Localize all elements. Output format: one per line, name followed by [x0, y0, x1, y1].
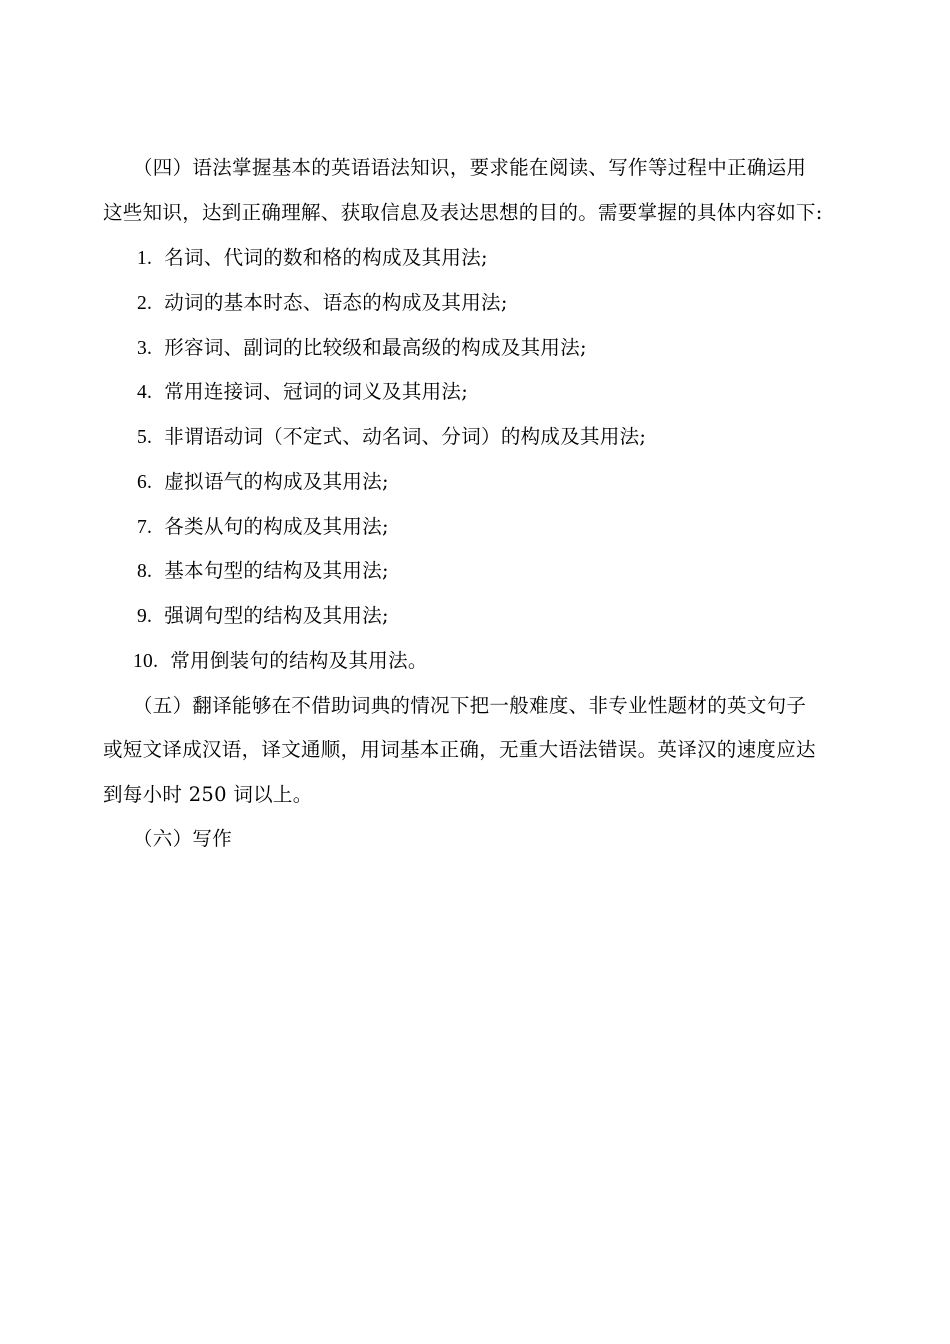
list-item-number: 7.	[137, 517, 153, 538]
grammar-list-item	[137, 514, 389, 541]
grammar-list-item	[137, 245, 488, 272]
grammar-list-item	[137, 335, 587, 362]
grammar-list-item	[137, 603, 389, 630]
grammar-text-line1: 掌握基本的英语语法知识，要求能在阅读、写作等过程中正确运用	[232, 156, 807, 179]
list-item-number: 5.	[137, 427, 153, 448]
grammar-paragraph-line2: 这些知识，达到正确理解、获取信息及表达思想的目的。需要掌握的具体内容如下:	[103, 201, 823, 224]
list-item-number: 4.	[137, 382, 153, 403]
list-item-text: 基本句型的结构及其用法;	[164, 559, 389, 582]
list-item-text: 常用倒装句的结构及其用法。	[170, 649, 428, 672]
list-item-text: 形容词、副词的比较级和最高级的构成及其用法;	[164, 336, 587, 359]
list-item-text: 非谓语动词（不定式、动名词、分词）的构成及其用法;	[164, 425, 647, 448]
translation-heading: （五）翻译	[133, 694, 233, 717]
list-item-text: 常用连接词、冠词的词义及其用法;	[164, 380, 469, 403]
writing-heading: （六）写作	[133, 827, 233, 850]
list-item-number: 8.	[137, 561, 153, 582]
grammar-list-item	[137, 469, 389, 496]
grammar-list-item	[133, 648, 428, 675]
list-item-text: 动词的基本时态、语态的构成及其用法;	[164, 291, 508, 314]
grammar-list-item	[137, 379, 468, 406]
translation-paragraph-line2: 或短文译成汉语，译文通顺，用词基本正确，无重大语法错误。英译汉的速度应达	[103, 738, 816, 761]
list-item-number: 3.	[137, 338, 153, 359]
list-item-number: 2.	[137, 293, 153, 314]
list-item-text: 虚拟语气的构成及其用法;	[164, 470, 389, 493]
list-item-text: 强调句型的结构及其用法;	[164, 604, 389, 627]
list-item-number: 10.	[133, 651, 159, 672]
grammar-heading: （四）语法	[133, 156, 233, 179]
list-item-number: 6.	[137, 472, 153, 493]
grammar-paragraph-line1	[133, 155, 806, 181]
grammar-list-item	[137, 290, 508, 317]
translation-text-line1: 能够在不借助词典的情况下把一般难度、非专业性题材的英文句子	[232, 694, 807, 717]
list-item-text: 各类从句的构成及其用法;	[164, 515, 389, 538]
grammar-list-item	[137, 558, 389, 585]
grammar-list-item	[137, 424, 646, 451]
translation-paragraph-line1	[133, 693, 806, 719]
list-item-number: 9.	[137, 606, 153, 627]
list-item-text: 名词、代词的数和格的构成及其用法;	[164, 246, 488, 269]
translation-paragraph-line3: 到每小时 250 词以上。	[103, 783, 313, 806]
list-item-number: 1.	[137, 248, 153, 269]
